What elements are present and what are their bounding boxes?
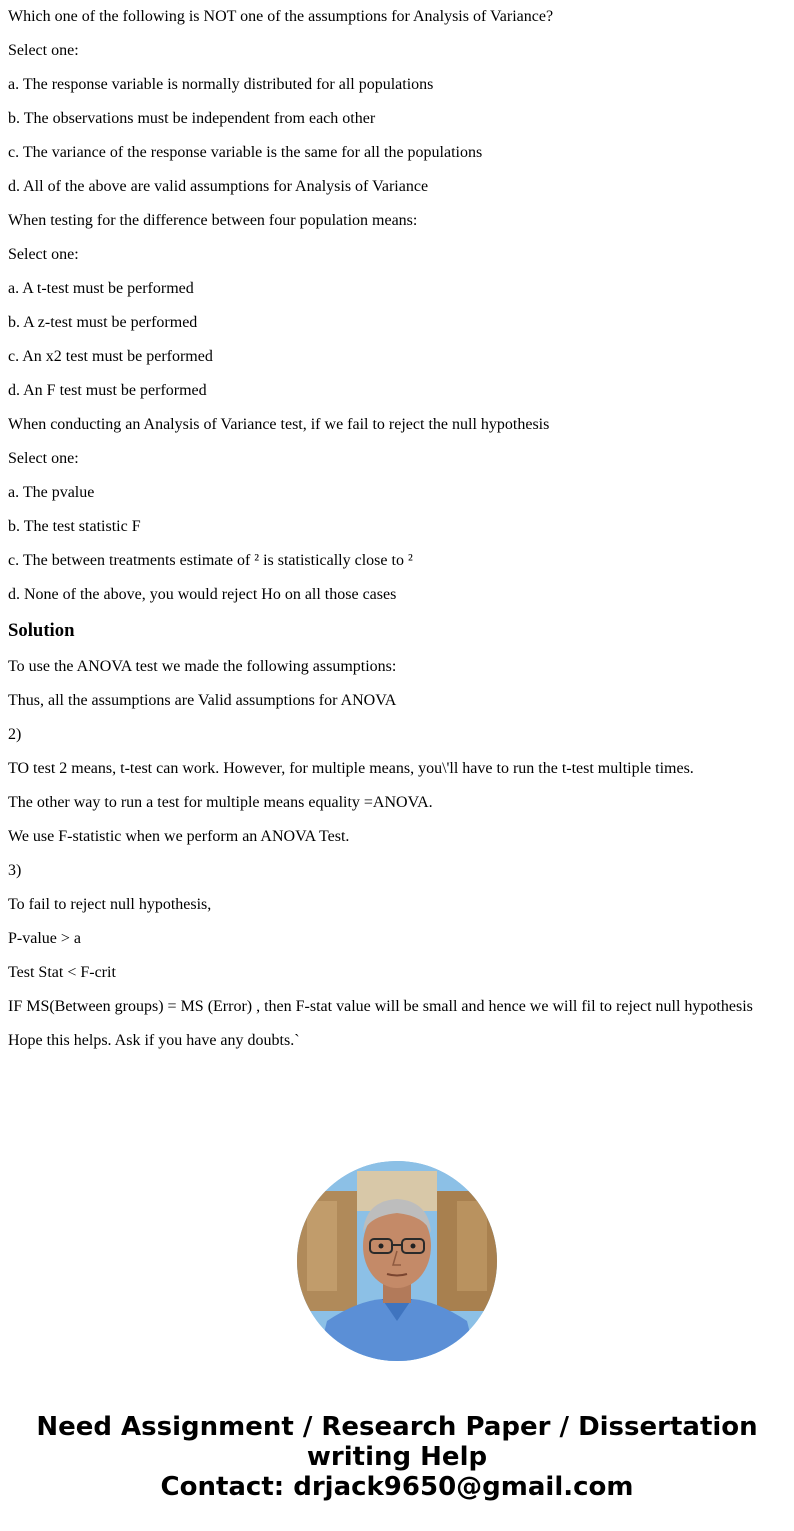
solution-line: Test Stat < F-crit (8, 964, 116, 981)
solution-line: TO test 2 means, t-test can work. However, for multiple means, you\'ll have to run the t-test multiple times. (8, 760, 694, 777)
answer-option: c. An x2 test must be performed (8, 348, 213, 365)
promo-banner (0, 1412, 794, 1502)
answer-option: d. None of the above, you would reject Ho on all those cases (8, 586, 397, 603)
author-avatar (297, 1161, 497, 1361)
solution-heading: Solution (8, 620, 75, 641)
answer-option: a. A t-test must be performed (8, 280, 194, 297)
promo-line-2: writing Help (306, 1442, 488, 1472)
solution-line: IF MS(Between groups) = MS (Error) , then F-stat value will be small and hence we will fil to reject null hypothesis (8, 998, 753, 1015)
author-portrait-icon (297, 1161, 497, 1361)
question-1 (8, 8, 786, 196)
question-prompt: Which one of the following is NOT one of the assumptions for Analysis of Variance? (8, 8, 554, 25)
answer-option: a. The response variable is normally distributed for all populations (8, 76, 434, 93)
solution-section (8, 620, 786, 1050)
solution-line: 2) (8, 726, 22, 743)
solution-line: Hope this helps. Ask if you have any doubts.` (8, 1032, 300, 1049)
answer-option: b. The observations must be independent from each other (8, 110, 376, 127)
answer-option: c. The variance of the response variable is the same for all the populations (8, 144, 483, 161)
question-3 (8, 416, 786, 604)
answer-option: b. The test statistic F (8, 518, 141, 535)
select-label: Select one: (8, 450, 79, 467)
solution-line: Thus, all the assumptions are Valid assumptions for ANOVA (8, 692, 397, 709)
select-label: Select one: (8, 246, 79, 263)
solution-line: The other way to run a test for multiple means equality =ANOVA. (8, 794, 433, 811)
promo-contact: Contact: drjack9650@gmail.com (160, 1472, 634, 1502)
solution-line: To fail to reject null hypothesis, (8, 896, 212, 913)
promo-line-1: Need Assignment / Research Paper / Dissertation (36, 1412, 758, 1442)
solution-line: To use the ANOVA test we made the following assumptions: (8, 658, 397, 675)
answer-option: d. All of the above are valid assumptions for Analysis of Variance (8, 178, 429, 195)
answer-option: a. The pvalue (8, 484, 95, 501)
question-prompt: When testing for the difference between four population means: (8, 212, 418, 229)
document-body (0, 8, 794, 1050)
solution-line: 3) (8, 862, 22, 879)
question-prompt: When conducting an Analysis of Variance test, if we fail to reject the null hypothesis (8, 416, 550, 433)
question-2 (8, 212, 786, 400)
answer-option: d. An F test must be performed (8, 382, 207, 399)
solution-line: P-value > a (8, 930, 81, 947)
select-label: Select one: (8, 42, 79, 59)
answer-option: b. A z-test must be performed (8, 314, 198, 331)
answer-option: c. The between treatments estimate of ² is statistically close to ² (8, 552, 413, 569)
solution-line: We use F-statistic when we perform an ANOVA Test. (8, 828, 350, 845)
